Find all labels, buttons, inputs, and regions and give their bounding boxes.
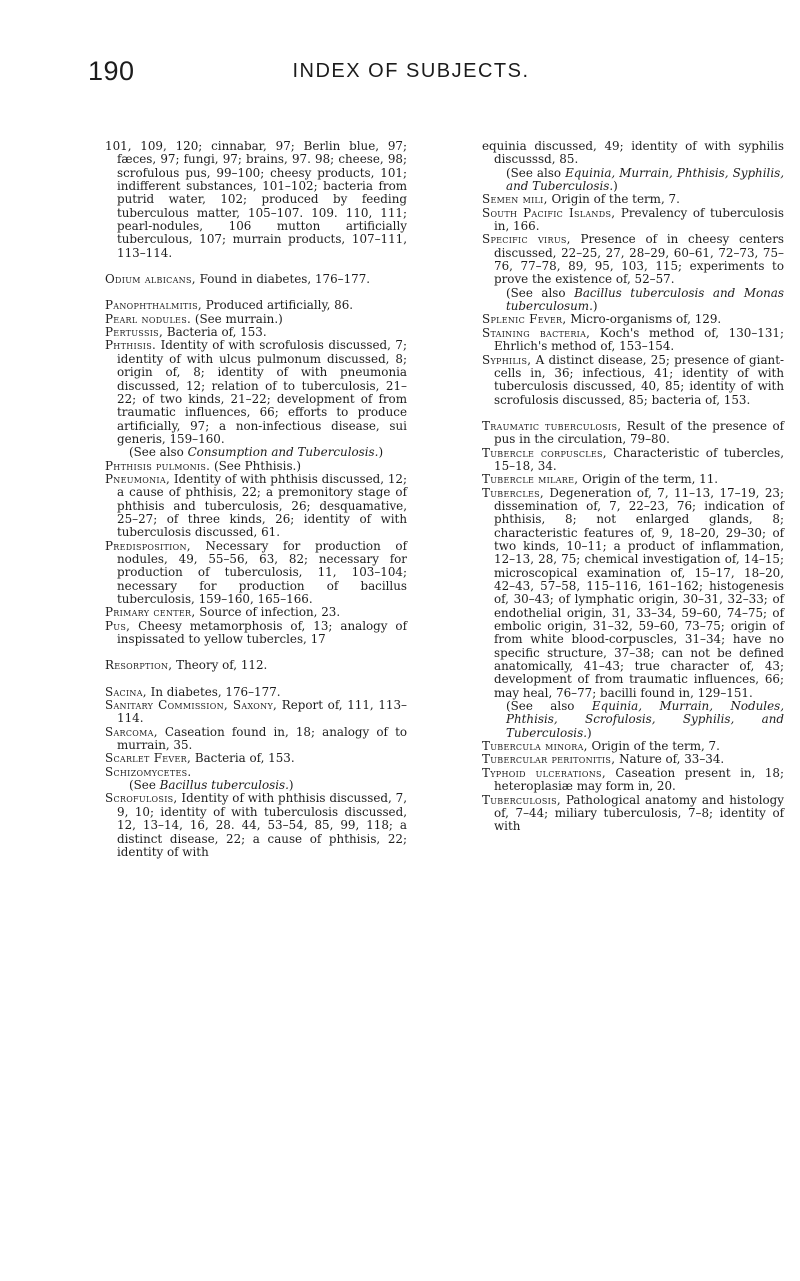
index-entry [105, 684, 407, 699]
entry-references: Origin of the term, 7. [551, 192, 680, 207]
entry-heading: Scrofulosis, [105, 791, 178, 806]
index-entry [105, 458, 407, 473]
running-title: INDEX OF SUBJECTS. [292, 60, 530, 82]
entry-heading: Syphilis, [482, 352, 532, 367]
see-also-targets: Bacillus tuberculosis. [159, 778, 289, 793]
index-entry [105, 618, 407, 647]
index-entry [105, 658, 407, 673]
entry-references: (See murrain.) [194, 311, 283, 326]
entry-heading: Pearl nodules. [105, 311, 192, 326]
entry-references: Found in diabetes, 176–177. [199, 272, 371, 287]
entry-heading: Primary center, [105, 605, 196, 620]
see-also-suffix: ) [587, 725, 592, 740]
entry-heading: Tubercula minora, [482, 739, 588, 754]
index-entry [482, 418, 785, 447]
index-entry [482, 205, 785, 234]
index-entry [482, 485, 784, 741]
index-entry [105, 538, 407, 607]
entry-heading: Sarcoma, [105, 724, 158, 739]
index-entry [105, 791, 407, 859]
index-entry [105, 471, 407, 540]
index-entry [105, 272, 407, 287]
entry-references: A distinct disease, 25; presence of giant-cells in, 36; infectious, 41; identity of with tuberculosis discussed, 40, 85; identity of with scrofulosis discussed, 85; bacteria of, 153. [494, 352, 785, 407]
index-entry [105, 325, 407, 340]
entry-heading: Specific virus, [482, 232, 571, 247]
index-entry [482, 232, 784, 314]
entry-references: In diabetes, 176–177. [150, 684, 281, 699]
entry-heading: Sanitary Commission, Saxony, [105, 698, 278, 713]
entry-heading: South Pacific Islands, [482, 205, 616, 220]
entry-references: Report of, 111, 113–114. [117, 698, 407, 726]
index-entry [105, 139, 407, 260]
entry-references: Produced artificially, 86. [205, 298, 354, 313]
see-also-targets: Equinia, Murrain, Phthisis, Syphilis, and Tuberculosis. [506, 165, 785, 194]
page-number: 190 [88, 56, 135, 86]
entry-heading: Phthisis. [105, 338, 157, 353]
index-entry [105, 311, 407, 326]
see-also-targets: Equinia, Murrain, Nodules, Phthisis, Scrofulosis, Syphilis, and Tuberculosis. [506, 699, 784, 740]
entry-references: Origin of the term, 11. [582, 472, 719, 487]
index-entry [482, 192, 784, 207]
entry-references: Koch's method of, 130–131; Ehrlich's method of, 153–154. [494, 325, 785, 354]
see-also-suffix: ) [288, 778, 294, 793]
entry-heading: Tuberculosis, [482, 792, 561, 807]
entry-references: Necessary for production of nodules, 49, 55–56, 63, 82; necessary for production of tuberculosis, 11, 103–104; necessary for production of bacillus tuberculosis, 159–160, 165–166. [117, 538, 407, 606]
index-entry [105, 724, 408, 753]
entry-references: (See Phthisis.) [214, 458, 301, 473]
entry-heading: Tubercular peritonitis, [482, 752, 616, 767]
entry-heading: Predisposition, [105, 538, 191, 553]
entry-heading: Pertussis, [105, 325, 164, 340]
see-also-prefix: (See [129, 778, 160, 793]
index-entry [482, 765, 784, 794]
entry-heading: Sacina, [105, 684, 147, 699]
entry-references: Bacteria of, 153. [166, 325, 267, 340]
entry-heading: Staining bacteria, [482, 325, 591, 340]
index-entry [105, 698, 407, 726]
entry-heading: Schizomycetes. [105, 764, 192, 779]
index-entry [482, 139, 785, 194]
index-entry [482, 792, 784, 834]
index-entry [482, 752, 784, 767]
index-entry [482, 312, 784, 327]
entry-references: Origin of the term, 7. [591, 739, 720, 754]
page-header [88, 56, 734, 96]
entry-references: Identity of with phthisis discussed, 7, 9, 10; identity of with tuberculosis discussed, 12, 13–14, 16, 28. 44, 53–54, 85, 99, 118; a distinct disease, 22; a cause of phthisis, 22; identity of with [117, 791, 407, 859]
see-also-reference [506, 287, 784, 314]
entry-heading: Tubercles, [482, 485, 544, 500]
see-also-reference [506, 700, 784, 740]
entry-references: Theory of, 112. [176, 658, 268, 673]
entry-heading: Panophthalmitis, [105, 298, 203, 313]
entry-references: Degeneration of, 7, 11–13, 17–19, 23; dissemination of, 7, 22–23, 76; indication of phthisis, 8; not enlarged glands, 8; characteristic features of, 9, 18–20, 29–30; of two kinds, 10–11; a product of inflammation, 12–13, 28, 75; chemical investigation of, 14–15; microscopical examination of, 15–17, 18–20, 42–43, 57–58, 115–116, 161–162; histogenesis of, 30–43; of lymphatic origin, 30–31, 32–33; of endothelial origin, 31, 33–34, 59–60, 74–75; of embolic origin, 31–32, 59–60, 73–75; origin of from white blood-corpuscles, 31–34; have no specific structure, 37–38; can not be defined anatomically, 41–43; true character of, 43; development of from traumatic influences, 66; may heal, 76–77; bacilli found in, 129–151. [494, 485, 784, 700]
index-entry [482, 445, 785, 474]
see-also-targets: Consumption and Tuberculosis. [187, 445, 379, 460]
see-also-prefix: (See also [506, 165, 566, 180]
see-also-reference [129, 779, 407, 792]
entry-references: Source of infection, 23. [199, 605, 341, 620]
see-also-prefix: (See also [506, 699, 592, 714]
entry-references: Prevalency of tuberculosis in, 166. [494, 205, 785, 234]
index-entry [105, 751, 407, 766]
entry-references: Result of the presence of pus in the circulation, 79–80. [494, 418, 785, 447]
index-entry [105, 764, 407, 793]
entry-references: Micro-organisms of, 129. [570, 312, 722, 327]
entry-heading: Typhoid ulcerations, [482, 765, 606, 780]
index-entry [482, 325, 785, 354]
entry-references: Characteristic of tubercles, 15–18, 34. [494, 445, 785, 473]
entry-references: Nature of, 33–34. [619, 752, 725, 767]
entry-references: Identity of with phthisis discussed, 12; a cause of phthisis, 22; a premonitory stage of phthisis and tuberculosis, 26; desquamative, 25–27; of three kinds, 26; identity of with tuberculosis discussed, 61. [117, 471, 407, 540]
entry-heading: Traumatic tuberculosis, [482, 418, 622, 433]
entry-references: Caseation found in, 18; analogy of to murrain, 35. [117, 724, 408, 753]
entry-references: equinia discussed, 49; identity of with syphilis discusssd, 85. [482, 139, 784, 167]
see-also-reference [506, 167, 784, 194]
entry-heading: Tubercle milare, [482, 472, 579, 487]
entry-references: Cheesy metamorphosis of, 13; analogy of inspissated to yellow tubercles, 17 [117, 618, 407, 647]
index-entry [482, 352, 785, 407]
entry-heading: Tubercle corpuscles, [482, 445, 607, 460]
entry-references: Presence of in cheesy centers discussed, 22–25, 27, 28–29, 60–61, 72–73, 75–76, 77–78, 89, 95, 103, 115; experiments to prove the existence of, 52–57. [494, 232, 784, 287]
see-also-suffix: ) [378, 445, 384, 460]
index-column-right [482, 140, 784, 834]
entry-heading: Semen mili, [482, 192, 548, 207]
entry-heading: Pus, [105, 618, 131, 633]
index-entry [482, 472, 784, 487]
entry-heading: Splenic Fever, [482, 312, 567, 327]
see-also-prefix: (See also [129, 445, 188, 460]
index-column-left [105, 140, 407, 859]
see-also-reference [129, 446, 407, 459]
entry-heading: Odium albicans, [105, 272, 196, 287]
index-entry [105, 605, 407, 620]
entry-references: Pathological anatomy and histology of, 7–44; miliary tuberculosis, 7–8; identity of with [494, 792, 784, 834]
entry-references: Bacteria of, 153. [194, 751, 295, 766]
entry-references: 101, 109, 120; cinnabar, 97; Berlin blue, 97; fæces, 97; fungi, 97; brains, 97. 98; cheese, 98; scrofulous pus, 99–100; cheesy products, 101; indifferent substances, 101–102; bacteria from putrid water, 102; produced by feeding tuberculous matter, 105–107. 109. 110, 111; pearl-nodules, 106 mutton artificially tuberculous, 107; murrain products, 107–111, 113–114. [105, 139, 407, 260]
index-entry [105, 338, 407, 460]
see-also-suffix: ) [613, 179, 618, 194]
entry-heading: Scarlet Fever, [105, 751, 192, 766]
see-also-suffix: ) [592, 299, 598, 314]
index-entry [482, 739, 784, 754]
index-entry [105, 298, 407, 313]
entry-references: Identity of with scrofulosis discussed, 7; identity of with ulcus pulmonum discussed, 8; origin of, 8; identity of with pneumonia discussed, 12; relation of to tuberculosis, 21–22; of two kinds, 21–22; development of from traumatic influences, 66; efforts to produce artificially, 97; a non-infectious disease, sui generis, 159–160. [117, 338, 407, 446]
see-also-targets: Bacillus tuberculosis and Monas tuberculosum. [506, 285, 784, 314]
see-also-prefix: (See also [506, 285, 575, 300]
entry-references: Caseation present in, 18; heteroplasiæ may form in, 20. [494, 765, 784, 794]
entry-heading: Pneumonia, [105, 471, 171, 486]
entry-heading: Phthisis pulmonis. [105, 458, 211, 473]
entry-heading: Resorption, [105, 658, 173, 673]
